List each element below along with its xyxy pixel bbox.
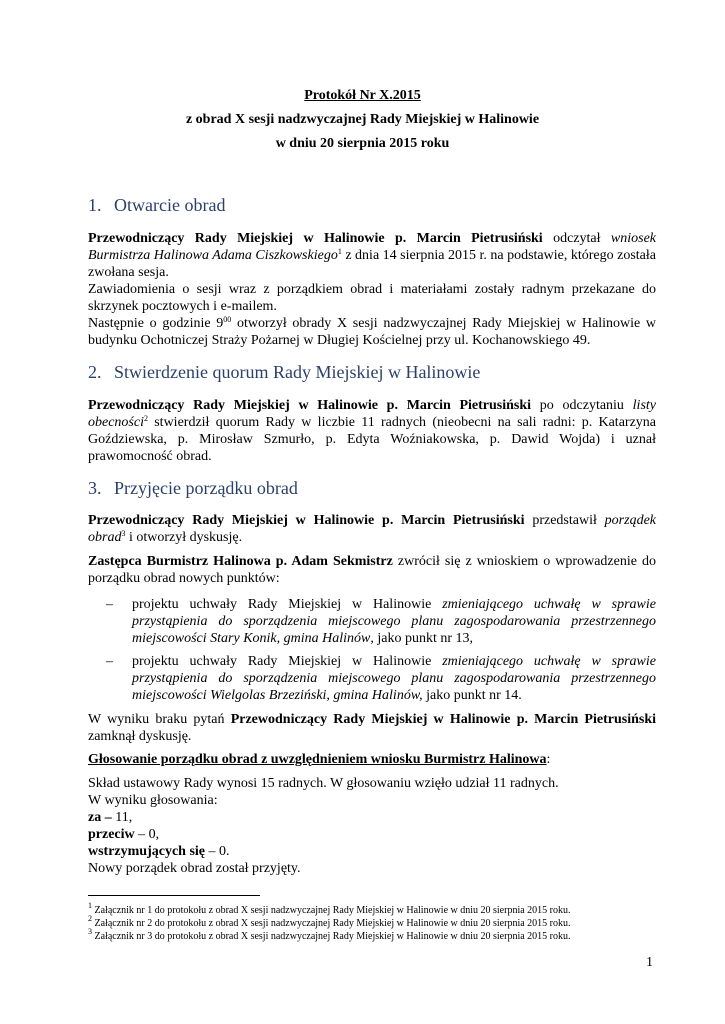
section-3-heading: [88, 477, 298, 499]
chairman-name: Przewodniczący Rady Miejskiej w Halinowie p. Marcin Pietrusiński: [88, 513, 525, 528]
protocol-date: w dniu 20 sierpnia 2015 roku: [275, 136, 450, 151]
footnote: $^2$ Załącznik nr 2 do protokołu z obrad X sesji nadzwyczajnej Rady Miejskiej w Halinowie w dniu 20 sierpnia 2015 roku.: [88, 914, 571, 929]
section-3-title: Przyjęcie porządku obrad: [114, 478, 298, 498]
vote-heading: Głosowanie porządku obrad z uwzględnieniem wniosku Burmistrz Halinowa:: [88, 752, 551, 767]
section-1-paragraph-3: Następnie o godzinie $9^{00}$ otworzył obrady X sesji nadzwyczajnej Rady Miejskiej w Halinowie w budynku Ochotniczej Straży Pożarnej w Długiej Kościelnej przy ul. Kochanowskiego 49.: [88, 315, 657, 348]
motion-link: wniosek Burmistrza Halinowa Adama Ciszkowskiego: [88, 231, 657, 263]
dash-bullet: –: [106, 597, 113, 612]
time-minutes: 00: [223, 315, 232, 324]
section-3-paragraph-2: Zastępca Burmistrz Halinowa p. Adam Sekmistrz zwrócił się z wnioskiem o wprowadzenie do porządku obrad nowych punktów:: [88, 554, 656, 586]
section-3-paragraph-3: W wyniku braku pytań Przewodniczący Rady Miejskiej w Halinowie p. Marcin Pietrusiński zamknął dyskusję.: [88, 712, 656, 744]
agenda-link: porządek obrad: [88, 513, 656, 545]
section-1-title: Otwarcie obrad: [114, 195, 226, 215]
section-1-paragraph-1: Przewodniczący Rady Miejskiej w Halinowie p. Marcin Pietrusiński odczytał wniosek Burmistrza Halinowa Adama Ciszkowskiego$^1$ z dnia 14 sierpnia 2015 r. na podstawie, którego została zwołana sesja.: [88, 231, 657, 280]
section-2-number: 2.: [88, 362, 102, 382]
footnote: $^3$ Załącznik nr 3 do protokołu z obrad X sesji nadzwyczajnej Rady Miejskiej w Halinowie w dniu 20 sierpnia 2015 roku.: [88, 927, 571, 942]
attendance-list-link: listy obecności: [88, 398, 657, 430]
list-item: – projektu uchwały Rady Miejskiej w Halinowie zmieniającego uchwałę w sprawie przystąpienia do sporządzenia miejscowego planu zagospodarowania przestrzennego miejscowości Stary Konik, gmina Halinów, jako punkt nr 13,: [106, 597, 657, 646]
section-2-paragraph-1: Przewodniczący Rady Miejskiej w Halinowie p. Marcin Pietrusiński po odczytaniu listy obecności$^2$ stwierdził quorum Rady w liczbie 11 radnych (nieobecni na sali radni: p. Katarzyna Goździewska, p. Mirosław Szmurło, p. Edyta Woźniakowska, p. Dawid Wojda) i uznał prawomocność obrad.: [88, 398, 657, 464]
section-3-number: 3.: [88, 478, 102, 498]
deputy-mayor-name: Zastępca Burmistrz Halinowa p. Adam Sekmistrz: [88, 554, 393, 569]
vote-line-1: Skład ustawowy Rady wynosi 15 radnych. W głosowaniu wzięło udział 11 radnych.: [88, 776, 559, 791]
footnote-ref-3: 3: [121, 529, 126, 538]
chairman-name: Przewodniczący Rady Miejskiej w Halinowie p. Marcin Pietrusiński: [88, 398, 532, 413]
list-item: – projektu uchwały Rady Miejskiej w Halinowie zmieniającego uchwałę w sprawie przystąpienia do sporządzenia miejscowego planu zagospodarowania przestrzennego miejscowości Wielgolas Brzeziński, gmina Halinów, jako punkt nr 14.: [106, 654, 657, 703]
chairman-name: Przewodniczący Rady Miejskiej w Halinowie p. Marcin Pietrusiński: [88, 231, 543, 246]
vote-abstain: wstrzymujących się – 0.: [88, 844, 230, 859]
footnote: $^1$ Załącznik nr 1 do protokołu z obrad X sesji nadzwyczajnej Rady Miejskiej w Halinowie w dniu 20 sierpnia 2015 roku.: [88, 901, 571, 916]
section-1-number: 1.: [88, 195, 102, 215]
section-1-paragraph-2: Zawiadomienia o sesji wraz z porządkiem obrad i materiałami zostały radnym przekazane do skrzynek pocztowych i e-mailem.: [88, 282, 656, 314]
page-number: 1: [646, 955, 653, 970]
footnote-ref-1: 1: [337, 247, 342, 256]
vote-for: za – 11,: [88, 810, 133, 825]
section-2-title: Stwierdzenie quorum Rady Miejskiej w Halinowie: [114, 362, 481, 382]
vote-line-2: W wyniku głosowania:: [88, 793, 218, 808]
section-1-heading: [88, 194, 225, 216]
dash-bullet: –: [106, 654, 113, 669]
vote-against: przeciw – 0,: [88, 827, 160, 842]
footnote-divider: [88, 895, 260, 896]
section-2-heading: [88, 361, 480, 383]
protocol-subtitle: z obrad X sesji nadzwyczajnej Rady Miejskiej w Halinowie: [185, 112, 540, 127]
chairman-name: Przewodniczący Rady Miejskiej w Halinowie p. Marcin Pietrusiński: [230, 712, 656, 727]
vote-result: Nowy porządek obrad został przyjęty.: [88, 861, 301, 876]
protocol-title: Protokół Nr X.2015: [304, 88, 421, 103]
section-3-paragraph-1: Przewodniczący Rady Miejskiej w Halinowie p. Marcin Pietrusiński przedstawił porządek obrad$^3$ i otworzył dyskusję.: [88, 513, 656, 545]
footnote-ref-2: 2: [143, 414, 148, 423]
